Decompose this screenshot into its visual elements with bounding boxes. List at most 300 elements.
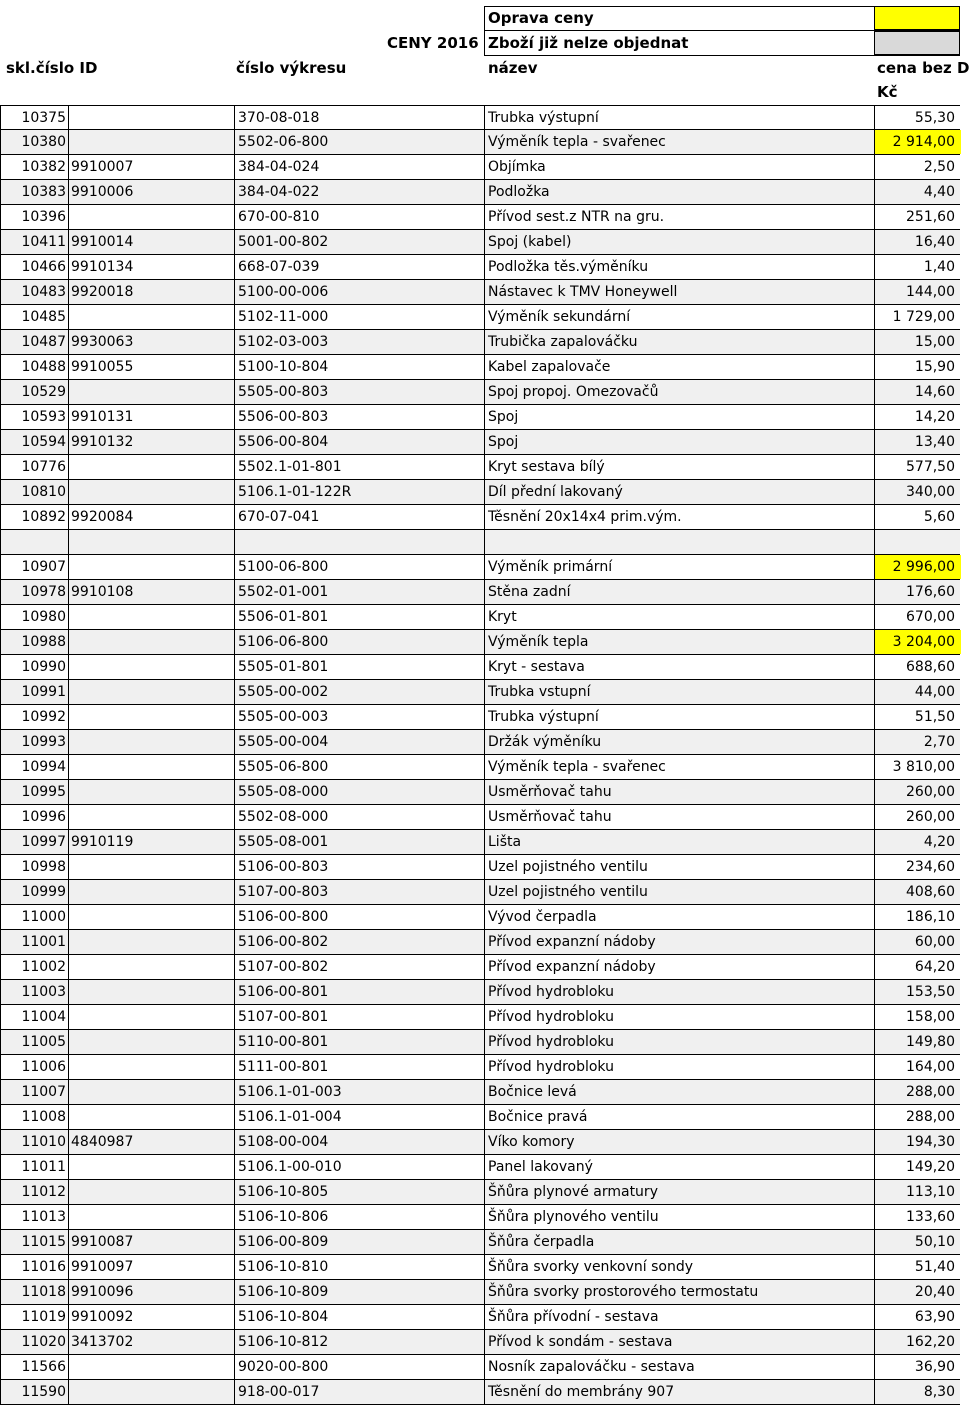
cell-nazev: Přívod k sondám - sestava <box>485 1330 875 1354</box>
cell-nazev: Přívod hydrobloku <box>485 1005 875 1029</box>
table-row <box>0 980 960 1005</box>
cell-id: 9930063 <box>69 330 235 354</box>
table-row <box>0 1305 960 1330</box>
cell-skl-cislo: 11011 <box>1 1155 69 1179</box>
cell-skl-cislo: 10776 <box>1 455 69 479</box>
cell-cislo-vykresu: 5505-08-000 <box>235 780 485 804</box>
cell-cena: 8,30 <box>923 1384 955 1400</box>
cell-id <box>69 1030 235 1054</box>
cell-skl-cislo: 11002 <box>1 955 69 979</box>
cell-skl-cislo: 11019 <box>1 1305 69 1329</box>
cell-id <box>69 930 235 954</box>
cell-cena: 408,60 <box>906 884 955 900</box>
table-row <box>0 405 960 430</box>
cell-cena: 2,50 <box>923 159 955 175</box>
cell-cena: 2,70 <box>923 734 955 750</box>
cell-cena: 5,60 <box>923 509 955 525</box>
cell-cena: 176,60 <box>906 584 955 600</box>
table-row <box>0 305 960 330</box>
cell-id: 9910132 <box>69 430 235 454</box>
cell-skl-cislo: 10991 <box>1 680 69 704</box>
cell-cena: 64,20 <box>914 959 955 975</box>
table-row <box>0 1105 960 1130</box>
cell-cena: 162,20 <box>906 1334 955 1350</box>
cell-skl-cislo: 10997 <box>1 830 69 854</box>
cell-cena: 3 810,00 <box>892 759 955 775</box>
cell-cislo-vykresu: 5505-00-803 <box>235 380 485 404</box>
cell-id <box>69 755 235 779</box>
cell-id <box>69 205 235 229</box>
cell-cena: 16,40 <box>914 234 955 250</box>
cell-id: 3413702 <box>69 1330 235 1354</box>
cell-nazev: Výměník sekundární <box>485 305 875 329</box>
cell-nazev: Lišta <box>485 830 875 854</box>
column-header-cena: cena bez D <box>877 59 969 77</box>
cell-id <box>69 855 235 879</box>
column-header-kc: Kč <box>877 83 898 101</box>
table-row <box>0 105 960 130</box>
cell-cislo-vykresu: 5506-00-803 <box>235 405 485 429</box>
cell-cislo-vykresu: 5106-00-809 <box>235 1230 485 1254</box>
cell-cena: 1 729,00 <box>892 309 955 325</box>
table-row <box>0 780 960 805</box>
cell-cislo-vykresu: 370-08-018 <box>235 106 485 129</box>
legend-zbozi-nelze-label: Zboží již nelze objednat <box>488 34 689 52</box>
cell-cislo-vykresu: 5102-03-003 <box>235 330 485 354</box>
table-row <box>0 1230 960 1255</box>
table-row <box>0 1255 960 1280</box>
cell-id <box>69 130 235 154</box>
cell-cislo-vykresu: 384-04-022 <box>235 180 485 204</box>
table-row <box>0 155 960 180</box>
cell-skl-cislo: 10980 <box>1 605 69 629</box>
legend-top-line <box>484 6 960 7</box>
cell-skl-cislo: 10978 <box>1 580 69 604</box>
cell-id <box>69 630 235 654</box>
cell-nazev: Spoj <box>485 430 875 454</box>
cell-skl-cislo: 11008 <box>1 1105 69 1129</box>
cell-cislo-vykresu: 5107-00-801 <box>235 1005 485 1029</box>
cell-id <box>69 680 235 704</box>
cell-skl-cislo: 11003 <box>1 980 69 1004</box>
cell-cena: 3 204,00 <box>875 630 961 654</box>
cell-id: 9910006 <box>69 180 235 204</box>
table-row <box>0 130 960 155</box>
cell-cislo-vykresu: 5502-01-001 <box>235 580 485 604</box>
cell-cislo-vykresu: 5502-08-000 <box>235 805 485 829</box>
cell-cislo-vykresu: 668-07-039 <box>235 255 485 279</box>
cell-cislo-vykresu <box>235 530 485 554</box>
cell-skl-cislo: 10907 <box>1 555 69 579</box>
cell-id: 9910134 <box>69 255 235 279</box>
cell-cena: 2 914,00 <box>875 130 961 154</box>
table-row <box>0 1280 960 1305</box>
cell-id <box>69 305 235 329</box>
cell-cena: 144,00 <box>906 284 955 300</box>
table-row <box>0 355 960 380</box>
legend-zbozi-nelze-swatch <box>874 31 960 55</box>
cell-nazev: Stěna zadní <box>485 580 875 604</box>
cell-nazev: Panel lakovaný <box>485 1155 875 1179</box>
cell-nazev: Nosník zapalováčku - sestava <box>485 1355 875 1379</box>
cell-cena: 50,10 <box>914 1234 955 1250</box>
cell-nazev: Kabel zapalovače <box>485 355 875 379</box>
cell-id <box>69 1055 235 1079</box>
cell-skl-cislo: 10892 <box>1 505 69 529</box>
cell-cislo-vykresu: 5506-01-801 <box>235 605 485 629</box>
legend-mid-line <box>484 30 960 31</box>
cell-cena: 4,40 <box>923 184 955 200</box>
cell-skl-cislo: 10995 <box>1 780 69 804</box>
cell-skl-cislo: 11006 <box>1 1055 69 1079</box>
cell-id <box>69 805 235 829</box>
cell-nazev: Šňůra plynové armatury <box>485 1180 875 1204</box>
cell-nazev: Šňůra čerpadla <box>485 1230 875 1254</box>
cell-cena: 260,00 <box>906 809 955 825</box>
cell-skl-cislo: 11012 <box>1 1180 69 1204</box>
cell-id <box>69 1080 235 1104</box>
table-row <box>0 530 960 555</box>
cell-id: 4840987 <box>69 1130 235 1154</box>
cell-cislo-vykresu: 384-04-024 <box>235 155 485 179</box>
cell-id <box>69 705 235 729</box>
cell-cislo-vykresu: 5107-00-803 <box>235 880 485 904</box>
table-row <box>0 730 960 755</box>
cell-cislo-vykresu: 5106-10-805 <box>235 1180 485 1204</box>
cell-nazev: Podložka těs.výměníku <box>485 255 875 279</box>
cell-nazev: Spoj propoj. Omezovačů <box>485 380 875 404</box>
cell-skl-cislo: 10996 <box>1 805 69 829</box>
cell-skl-cislo: 11016 <box>1 1255 69 1279</box>
cell-cena: 288,00 <box>906 1084 955 1100</box>
table-row <box>0 605 960 630</box>
column-header-skl-id: skl.číslo ID <box>6 59 98 77</box>
cell-cena: 670,00 <box>906 609 955 625</box>
cell-skl-cislo: 10380 <box>1 130 69 154</box>
table-row <box>0 280 960 305</box>
cell-skl-cislo: 11010 <box>1 1130 69 1154</box>
cell-nazev: Šňůra svorky prostorového termostatu <box>485 1280 875 1304</box>
cell-nazev: Přívod hydrobloku <box>485 1030 875 1054</box>
cell-nazev: Výměník tepla - svařenec <box>485 755 875 779</box>
cell-cislo-vykresu: 5102-11-000 <box>235 305 485 329</box>
cell-nazev: Díl přední lakovaný <box>485 480 875 504</box>
cell-cena: 51,50 <box>914 709 955 725</box>
cell-cislo-vykresu: 5108-00-004 <box>235 1130 485 1154</box>
table-row <box>0 205 960 230</box>
cell-cena: 60,00 <box>914 934 955 950</box>
cell-id: 9910108 <box>69 580 235 604</box>
cell-nazev: Přívod sest.z NTR na gru. <box>485 205 875 229</box>
cell-id: 9910087 <box>69 1230 235 1254</box>
cell-cislo-vykresu: 5111-00-801 <box>235 1055 485 1079</box>
cell-nazev: Přívod hydrobloku <box>485 1055 875 1079</box>
cell-cena: 288,00 <box>906 1109 955 1125</box>
cell-id <box>69 955 235 979</box>
cell-cena: 2 996,00 <box>875 555 961 579</box>
cell-cena: 133,60 <box>906 1209 955 1225</box>
cell-cislo-vykresu: 5001-00-802 <box>235 230 485 254</box>
cell-cislo-vykresu: 670-00-810 <box>235 205 485 229</box>
table-row <box>0 430 960 455</box>
cell-nazev: Vývod čerpadla <box>485 905 875 929</box>
cell-cislo-vykresu: 5106-00-802 <box>235 930 485 954</box>
table-row <box>0 1055 960 1080</box>
cell-cislo-vykresu: 5505-01-801 <box>235 655 485 679</box>
cell-cislo-vykresu: 5110-00-801 <box>235 1030 485 1054</box>
cell-cislo-vykresu: 5505-06-800 <box>235 755 485 779</box>
cell-cislo-vykresu: 5106-00-803 <box>235 855 485 879</box>
cell-cislo-vykresu: 5100-10-804 <box>235 355 485 379</box>
cell-skl-cislo: 10999 <box>1 880 69 904</box>
table-row <box>0 630 960 655</box>
cell-id: 9920084 <box>69 505 235 529</box>
table-row <box>0 755 960 780</box>
cell-cena: 340,00 <box>906 484 955 500</box>
cell-skl-cislo: 11007 <box>1 1080 69 1104</box>
cell-id <box>69 655 235 679</box>
cell-nazev: Držák výměníku <box>485 730 875 754</box>
cell-cena: 20,40 <box>914 1284 955 1300</box>
table-row <box>0 955 960 980</box>
cell-id <box>69 530 235 554</box>
cell-skl-cislo: 10483 <box>1 280 69 304</box>
cell-cena: 260,00 <box>906 784 955 800</box>
cell-skl-cislo <box>1 530 69 554</box>
cell-cena: 194,30 <box>906 1134 955 1150</box>
cell-cena: 63,90 <box>914 1309 955 1325</box>
cell-id: 9920018 <box>69 280 235 304</box>
table-row <box>0 1155 960 1180</box>
cell-nazev: Usměrňovač tahu <box>485 805 875 829</box>
cell-cena: 153,50 <box>906 984 955 1000</box>
table-row <box>0 1180 960 1205</box>
table-row <box>0 1355 960 1380</box>
cell-id: 9910131 <box>69 405 235 429</box>
cell-skl-cislo: 10594 <box>1 430 69 454</box>
table-row <box>0 830 960 855</box>
ceny-2016-label: CENY 2016 <box>387 34 479 52</box>
cell-cena: 14,20 <box>914 409 955 425</box>
cell-skl-cislo: 10485 <box>1 305 69 329</box>
cell-id <box>69 1180 235 1204</box>
cell-nazev: Výměník primární <box>485 555 875 579</box>
cell-nazev: Bočnice pravá <box>485 1105 875 1129</box>
legend-oprava-ceny-swatch <box>874 6 960 30</box>
cell-skl-cislo: 11000 <box>1 905 69 929</box>
table-row <box>0 680 960 705</box>
cell-cislo-vykresu: 5506-00-804 <box>235 430 485 454</box>
cell-cena: 14,60 <box>914 384 955 400</box>
cell-nazev: Těsnění 20x14x4 prim.vým. <box>485 505 875 529</box>
table-row <box>0 880 960 905</box>
cell-id <box>69 880 235 904</box>
cell-cena <box>875 530 961 554</box>
cell-cena: 44,00 <box>914 684 955 700</box>
cell-id <box>69 1355 235 1379</box>
cell-cena: 186,10 <box>906 909 955 925</box>
cell-cena: 15,00 <box>914 334 955 350</box>
cell-cislo-vykresu: 5106-00-801 <box>235 980 485 1004</box>
cell-skl-cislo: 11020 <box>1 1330 69 1354</box>
cell-cislo-vykresu: 9020-00-800 <box>235 1355 485 1379</box>
cell-cislo-vykresu: 5106.1-01-122R <box>235 480 485 504</box>
cell-cena: 4,20 <box>923 834 955 850</box>
cell-cislo-vykresu: 5106-10-809 <box>235 1280 485 1304</box>
cell-skl-cislo: 10487 <box>1 330 69 354</box>
cell-id: 9910014 <box>69 230 235 254</box>
cell-cislo-vykresu: 5107-00-802 <box>235 955 485 979</box>
table-row <box>0 230 960 255</box>
cell-nazev: Bočnice levá <box>485 1080 875 1104</box>
cell-cena: 688,60 <box>906 659 955 675</box>
column-header-nazev: název <box>488 59 538 77</box>
table-row <box>0 1330 960 1355</box>
table-row <box>0 655 960 680</box>
price-table <box>0 105 960 1405</box>
column-header-cislo-vykresu: číslo výkresu <box>236 59 347 77</box>
cell-cena: 158,00 <box>906 1009 955 1025</box>
cell-cislo-vykresu: 5106-06-800 <box>235 630 485 654</box>
cell-cislo-vykresu: 5502-06-800 <box>235 130 485 154</box>
cell-cislo-vykresu: 5505-00-003 <box>235 705 485 729</box>
cell-skl-cislo: 10998 <box>1 855 69 879</box>
table-row <box>0 555 960 580</box>
cell-id <box>69 780 235 804</box>
cell-skl-cislo: 11590 <box>1 1380 69 1404</box>
table-row <box>0 1205 960 1230</box>
cell-cislo-vykresu: 918-00-017 <box>235 1380 485 1404</box>
cell-cislo-vykresu: 670-07-041 <box>235 505 485 529</box>
cell-cena: 13,40 <box>914 434 955 450</box>
cell-skl-cislo: 11018 <box>1 1280 69 1304</box>
cell-nazev: Trubička zapalováčku <box>485 330 875 354</box>
cell-cislo-vykresu: 5106-00-800 <box>235 905 485 929</box>
cell-skl-cislo: 10396 <box>1 205 69 229</box>
cell-cislo-vykresu: 5106.1-01-004 <box>235 1105 485 1129</box>
cell-id: 9910055 <box>69 355 235 379</box>
cell-cena: 55,30 <box>914 110 955 126</box>
cell-cislo-vykresu: 5106-10-804 <box>235 1305 485 1329</box>
legend-divider <box>484 6 485 56</box>
cell-nazev: Objímka <box>485 155 875 179</box>
cell-nazev: Přívod expanzní nádoby <box>485 930 875 954</box>
table-row <box>0 1130 960 1155</box>
cell-nazev: Trubka vstupní <box>485 680 875 704</box>
cell-skl-cislo: 10529 <box>1 380 69 404</box>
cell-skl-cislo: 10593 <box>1 405 69 429</box>
cell-nazev: Přívod expanzní nádoby <box>485 955 875 979</box>
table-row <box>0 1005 960 1030</box>
cell-nazev: Spoj (kabel) <box>485 230 875 254</box>
cell-skl-cislo: 10411 <box>1 230 69 254</box>
cell-id <box>69 1005 235 1029</box>
cell-cislo-vykresu: 5106.1-01-003 <box>235 1080 485 1104</box>
cell-cena: 251,60 <box>906 209 955 225</box>
table-row <box>0 805 960 830</box>
cell-nazev: Víko komory <box>485 1130 875 1154</box>
cell-skl-cislo: 10994 <box>1 755 69 779</box>
cell-id <box>69 1105 235 1129</box>
table-row <box>0 330 960 355</box>
cell-cislo-vykresu: 5502.1-01-801 <box>235 455 485 479</box>
cell-skl-cislo: 11005 <box>1 1030 69 1054</box>
cell-nazev: Nástavec k TMV Honeywell <box>485 280 875 304</box>
table-row <box>0 930 960 955</box>
cell-cislo-vykresu: 5106-10-806 <box>235 1205 485 1229</box>
cell-nazev: Výměník tepla <box>485 630 875 654</box>
cell-cislo-vykresu: 5505-00-004 <box>235 730 485 754</box>
cell-skl-cislo: 10990 <box>1 655 69 679</box>
cell-id: 9910007 <box>69 155 235 179</box>
table-row <box>0 380 960 405</box>
cell-id: 9910119 <box>69 830 235 854</box>
cell-skl-cislo: 10383 <box>1 180 69 204</box>
cell-cena: 51,40 <box>914 1259 955 1275</box>
cell-nazev: Šňůra plynového ventilu <box>485 1205 875 1229</box>
cell-id <box>69 1155 235 1179</box>
cell-id <box>69 1205 235 1229</box>
cell-skl-cislo: 11013 <box>1 1205 69 1229</box>
cell-skl-cislo: 10466 <box>1 255 69 279</box>
cell-id <box>69 380 235 404</box>
table-row <box>0 1380 960 1405</box>
cell-skl-cislo: 10375 <box>1 106 69 129</box>
cell-id <box>69 1380 235 1404</box>
legend-oprava-ceny-label: Oprava ceny <box>488 9 594 27</box>
cell-skl-cislo: 10992 <box>1 705 69 729</box>
cell-nazev: Šňůra přívodní - sestava <box>485 1305 875 1329</box>
cell-skl-cislo: 10382 <box>1 155 69 179</box>
cell-skl-cislo: 10810 <box>1 480 69 504</box>
cell-cislo-vykresu: 5505-00-002 <box>235 680 485 704</box>
cell-id <box>69 905 235 929</box>
cell-nazev: Uzel pojistného ventilu <box>485 855 875 879</box>
cell-id: 9910096 <box>69 1280 235 1304</box>
cell-cena: 36,90 <box>914 1359 955 1375</box>
cell-nazev: Přívod hydrobloku <box>485 980 875 1004</box>
table-row <box>0 1030 960 1055</box>
cell-id <box>69 480 235 504</box>
cell-nazev: Kryt <box>485 605 875 629</box>
cell-cena: 149,20 <box>906 1159 955 1175</box>
cell-skl-cislo: 11001 <box>1 930 69 954</box>
cell-cislo-vykresu: 5106-10-812 <box>235 1330 485 1354</box>
cell-cislo-vykresu: 5106-10-810 <box>235 1255 485 1279</box>
cell-skl-cislo: 11566 <box>1 1355 69 1379</box>
table-row <box>0 480 960 505</box>
cell-id <box>69 555 235 579</box>
cell-nazev: Usměrňovač tahu <box>485 780 875 804</box>
cell-nazev: Výměník tepla - svařenec <box>485 130 875 154</box>
cell-nazev: Kryt sestava bílý <box>485 455 875 479</box>
cell-cena: 149,80 <box>906 1034 955 1050</box>
cell-cena: 164,00 <box>906 1059 955 1075</box>
cell-skl-cislo: 11004 <box>1 1005 69 1029</box>
cell-nazev: Uzel pojistného ventilu <box>485 880 875 904</box>
table-row <box>0 905 960 930</box>
table-row <box>0 705 960 730</box>
cell-cena: 1,40 <box>923 259 955 275</box>
cell-skl-cislo: 10988 <box>1 630 69 654</box>
table-row <box>0 180 960 205</box>
table-row <box>0 455 960 480</box>
cell-skl-cislo: 11015 <box>1 1230 69 1254</box>
cell-nazev: Podložka <box>485 180 875 204</box>
table-row <box>0 505 960 530</box>
table-row <box>0 580 960 605</box>
cell-cislo-vykresu: 5505-08-001 <box>235 830 485 854</box>
